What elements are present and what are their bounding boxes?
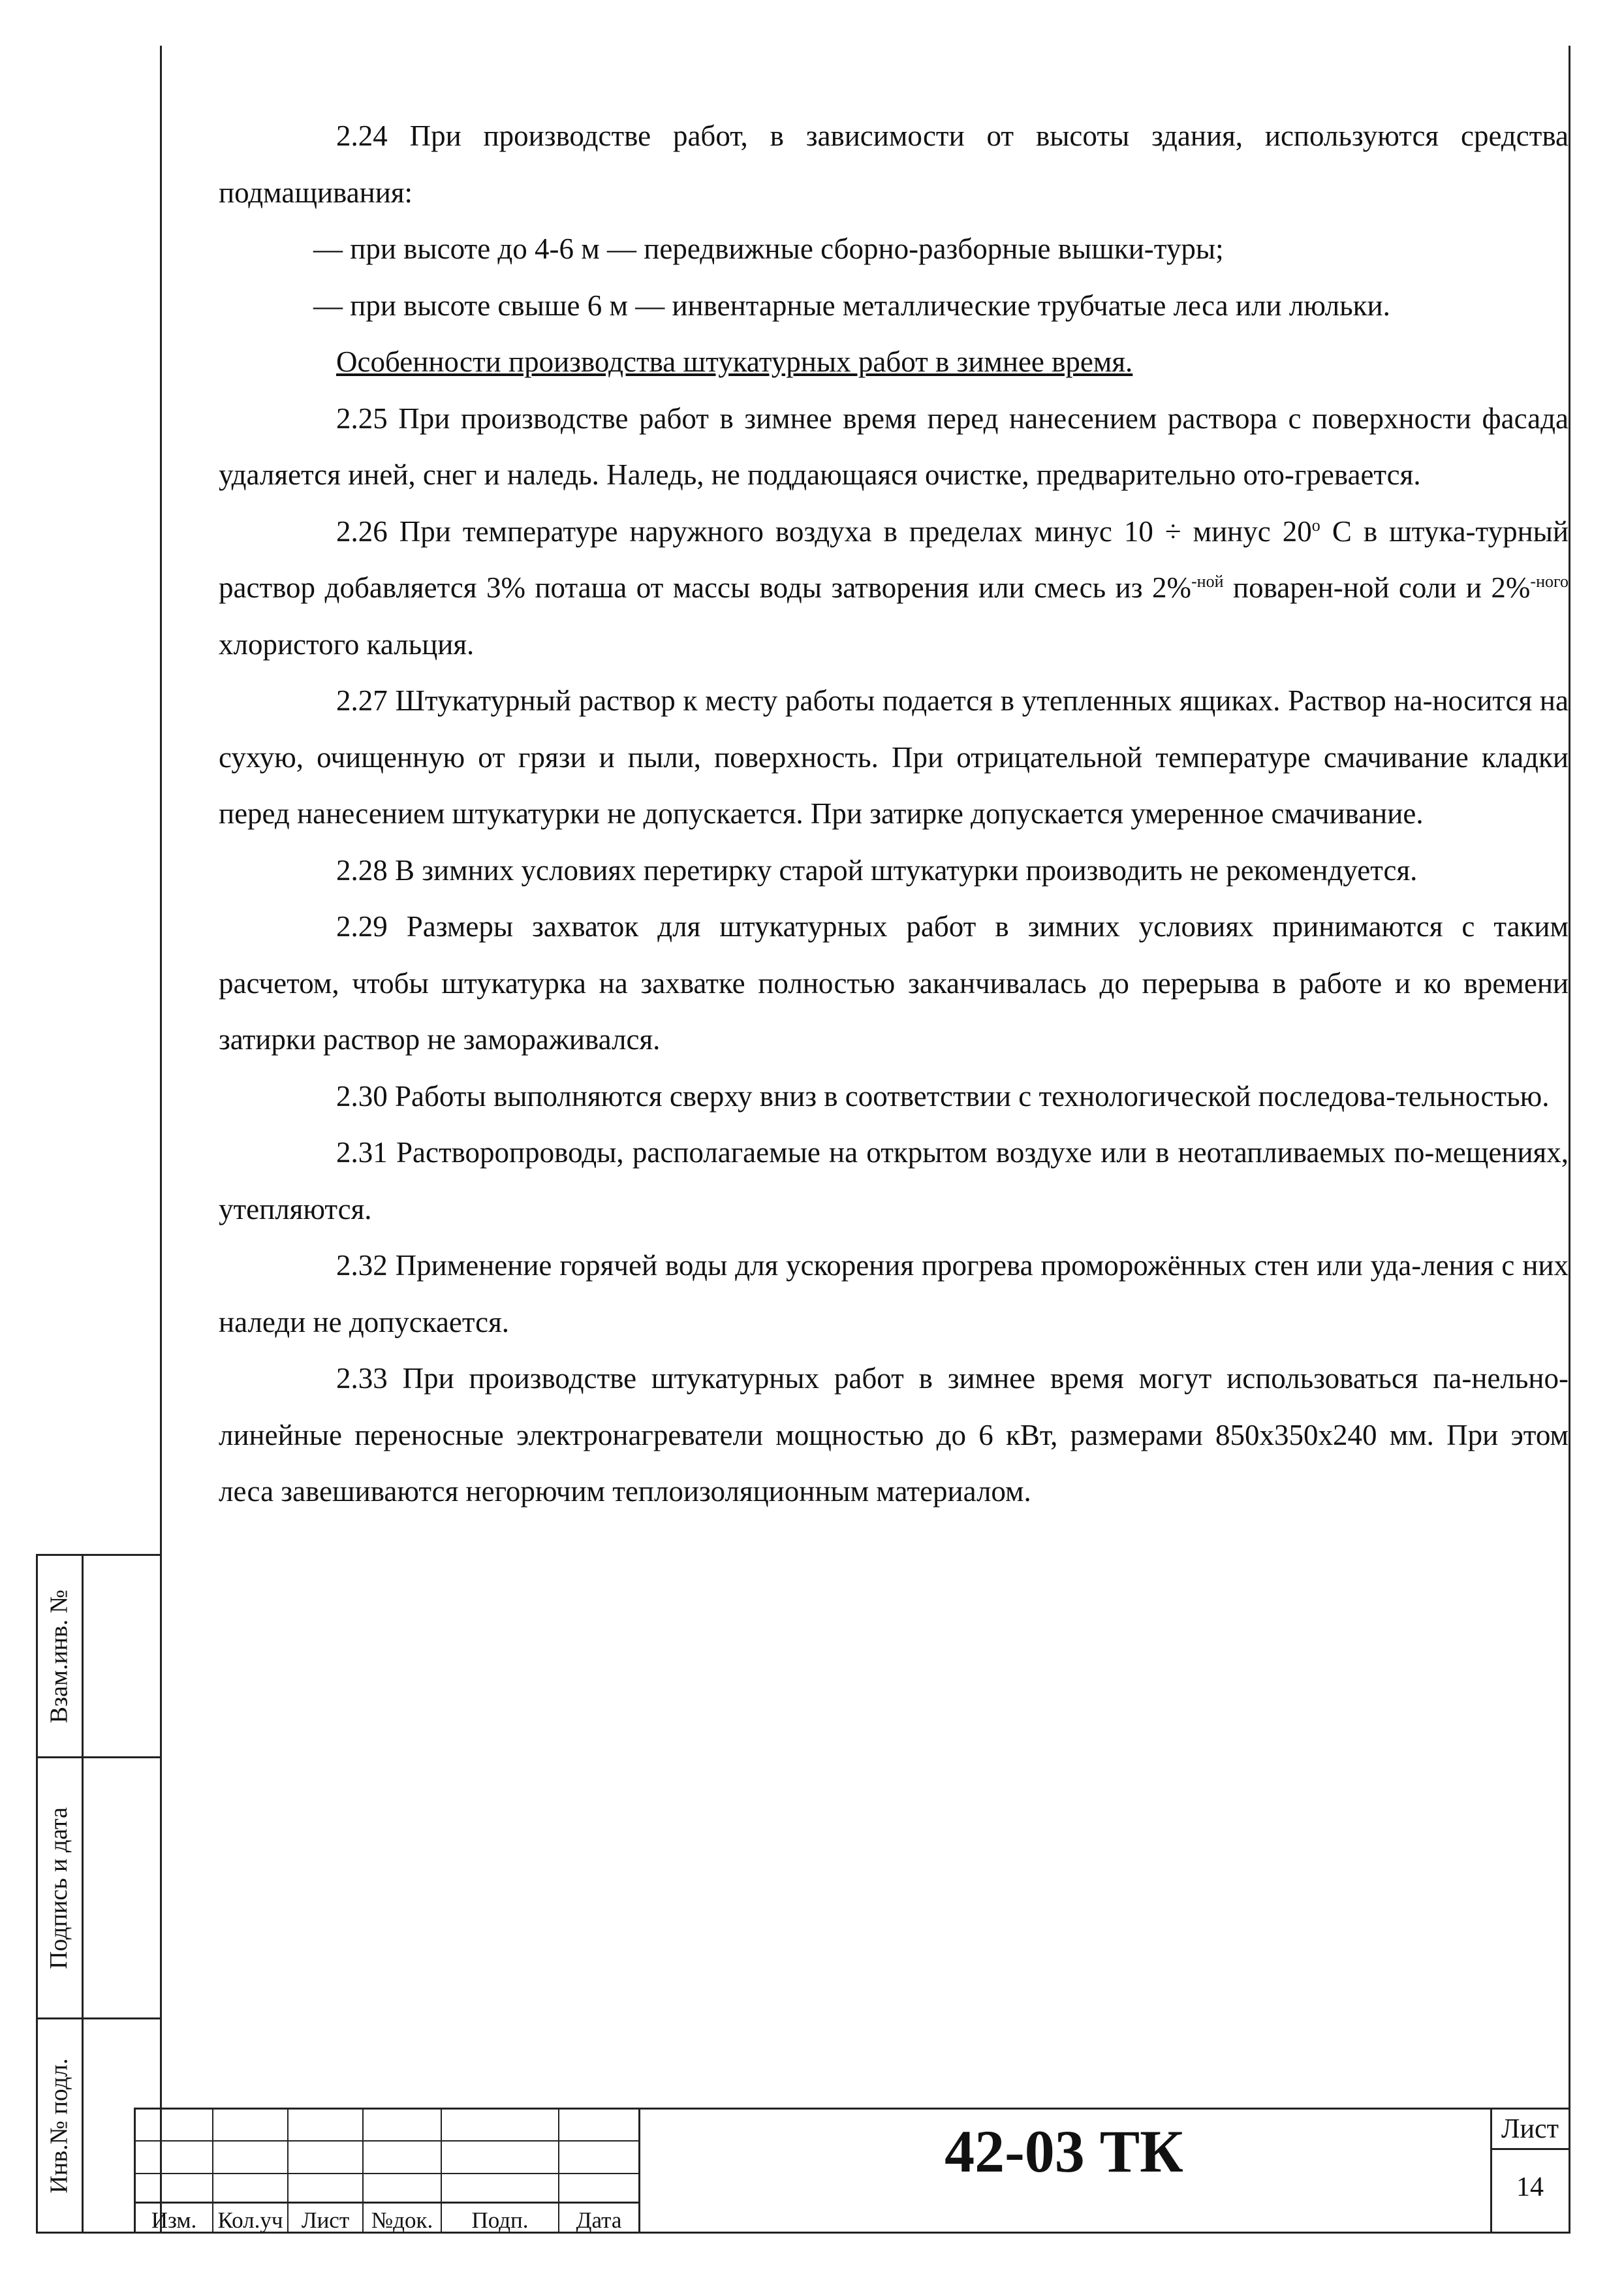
title-label-izm: Изм.	[151, 2207, 197, 2233]
paragraph: 2.25 При производстве работ в зимнее время перед нанесением раствора с поверхности фасада удаляется иней, снег и наледь. Наледь, не поддающаяся очистке, предварительно ото-гревается.	[219, 402, 1569, 491]
superscript: -ной	[1191, 572, 1224, 591]
paragraph: 2.31 Растворопроводы, располагаемые на открытом воздухе или в неотапливаемых по-мещениях, утепляются.	[219, 1136, 1569, 1226]
side-label-vzam: Взам.инв. №	[45, 1589, 73, 1723]
frame-right-line	[1569, 46, 1570, 2233]
superscript: -ного	[1530, 572, 1569, 591]
paragraph: 2.33 При производстве штукатурных работ в зимнее время могут использоваться па-нельно-линейные переносные электронагреватели мощностью до 6 кВт, размерами 850х350х240 мм. При этом леса завешиваются негорючим теплоизоляционным материалом.	[219, 1362, 1569, 1508]
side-cell-podpis	[36, 1758, 82, 2017]
text-run: хлористого кальция.	[219, 627, 475, 661]
paragraph: 2.30 Работы выполняются сверху вниз в соответствии с технологической последова-тельностью.	[336, 1079, 1550, 1113]
document-code: 42-03 ТК	[945, 2118, 1183, 2185]
text-run: 2.26 При температуре наружного воздуха в пределах минус 10 ÷ минус 20	[336, 514, 1312, 548]
sheet-number: 14	[1516, 2172, 1544, 2202]
title-label-ndok: №док.	[371, 2207, 433, 2233]
body-text	[219, 108, 1569, 1520]
title-label-list: Лист	[301, 2207, 350, 2233]
superscript: o	[1311, 515, 1320, 535]
paragraph: 2.32 Применение горячей воды для ускорения прогрева проморожённых стен или уда-ления с них наледи не допускается.	[219, 1249, 1569, 1338]
paragraph: — при высоте свыше 6 м — инвентарные металлические трубчатые леса или люльки.	[313, 289, 1390, 322]
title-label-kol: Кол.уч	[217, 2207, 283, 2233]
frame-left-line	[160, 46, 162, 2233]
side-label-inv: Инв.№ подл.	[45, 2057, 73, 2194]
paragraph: 2.27 Штукатурный раствор к месту работы подается в утепленных ящиках. Раствор на-носится на сухую, очищенную от грязи и пыли, поверхность. При отрицательной температуре смачивание кладки перед нанесением штукатурки не допускается. При затирке допускается умеренное смачивание.	[219, 684, 1569, 830]
title-block-row-line-1	[134, 2140, 640, 2142]
side-label-podpis: Подпись и дата	[45, 1807, 73, 1969]
section-heading: Особенности производства штукатурных работ в зимнее время.	[336, 345, 1133, 378]
text-run: С в штука-турный раствор добавляется 3% поташа от массы воды затворения или смесь из 2%	[219, 514, 1569, 604]
paragraph	[219, 503, 1569, 673]
paragraph: 2.28 В зимних условиях перетирку старой штукатурки производить не рекомендуется.	[336, 853, 1418, 887]
title-block-row-line-2	[134, 2173, 640, 2174]
side-cell-inv	[36, 2019, 82, 2232]
side-stamp-mid-line	[82, 1554, 84, 2233]
side-cell-vzam	[36, 1556, 82, 1756]
text-run: поварен-ной соли и 2%	[1223, 571, 1531, 604]
title-label-data: Дата	[576, 2207, 622, 2233]
paragraph: — при высоте до 4-6 м — передвижные сборно-разборные вышки-туры;	[313, 232, 1224, 265]
paragraph: 2.24 При производстве работ, в зависимости от высоты здания, используются средства подмащивания:	[219, 119, 1569, 209]
paragraph: 2.29 Размеры захваток для штукатурных работ в зимних условиях принимаются с таким расчетом, чтобы штукатурка на захватке полностью заканчивалась до перерыва в работе и ко времени затирки раствор не замораживался.	[219, 910, 1569, 1056]
title-label-podp: Подп.	[471, 2207, 529, 2233]
sheet-label: Лист	[1501, 2114, 1559, 2144]
